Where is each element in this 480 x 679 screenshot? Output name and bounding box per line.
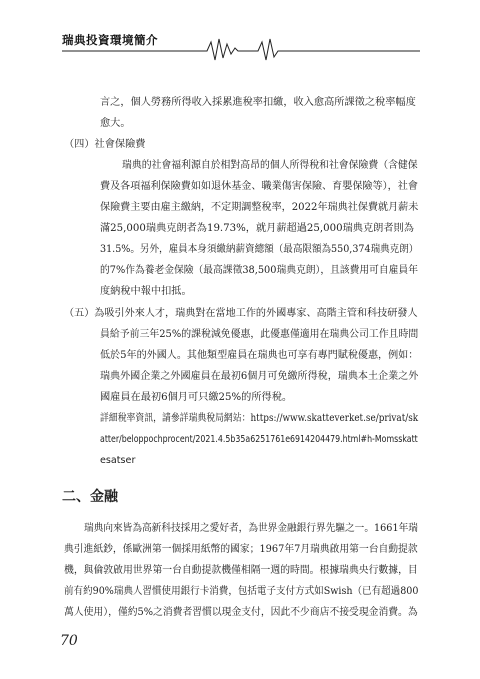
text-line: 瑞典外國企業之外國雇員在最初6個月可免繳所得稅，瑞典本土企業之外: [100, 371, 419, 382]
text-line: 的7%作為養老金保險（最高課徵38,500瑞典克朗），且該費用可自雇員年: [100, 265, 418, 276]
text-line: 言之，個人勞務所得收入採累進稅率扣繳，收入愈高所課徵之稅率幅度: [100, 97, 416, 108]
text-line: 費及各項福利保險費如如退休基金、職業傷害保險、育嬰保險等），社會: [100, 181, 418, 192]
subsection-heading: （四）社會保險費: [64, 139, 146, 150]
text-line: 機，與倫敦啟用世界第一台自動提款機僅相隔一週的時間。根據瑞典央行數據，目: [64, 565, 418, 576]
text-line: 國雇員在最初6個月可只繳25%的所得稅。: [100, 392, 293, 403]
text-line: 詳細稅率資訊，請參詳瑞典稅局網站：https://www.skatteverket.se/privat/sk: [100, 413, 419, 424]
text-line: 前有約90%瑞典人習慣使用銀行卡消費，包括電子支付方式如Swish（已有超過800: [64, 586, 419, 597]
text-line: 31.5%。另外，雇員本身須繳納薪資總額（最高限額為550,374瑞典克朗）: [100, 244, 419, 255]
text-line: 愈大。: [100, 118, 131, 129]
text-line: 瑞典的社會福利源自於相對高昂的個人所得稅和社會保險費（含健保: [122, 160, 418, 171]
page-number: 70: [60, 633, 78, 649]
text-line: 保險費主要由雇主繳納，不定期調整稅率，2022年瑞典社保費就月薪未: [100, 202, 419, 213]
text-line: 員給予前三年25%的課稅減免優惠，此優惠僅適用在瑞典公司工作且時間: [100, 329, 419, 340]
header-title: 瑞典投資環境簡介: [62, 33, 158, 47]
section-title: 二、金融: [62, 489, 118, 505]
url-line: esatser: [100, 455, 136, 466]
text-line: （五）為吸引外來人才，瑞典對在當地工作的外國專家、高階主管和科技研發人: [64, 308, 418, 319]
text-line: 萬人使用），僅約5%之消費者習慣以現金支付，因此不少商店不接受現金消費。為: [64, 607, 418, 618]
url-line: atter/beloppochprocent/2021.4.5b35a6251761e6914204479.html#h-Momsskatt: [100, 434, 418, 445]
text-line: 瑞典向來皆為高新科技採用之愛好者，為世界金融銀行界先驅之一。1661年瑞: [84, 523, 418, 534]
text-line: 低於5年的外國人。其他類型雇員在瑞典也可享有專門賦稅優惠，例如：: [100, 350, 419, 361]
running-header: [0, 30, 480, 70]
text-line: 滿25,000瑞典克朗者為19.73%，就月薪超過25,000瑞典克朗者則為: [100, 223, 414, 234]
text-line: 典引進紙鈔，係歐洲第一個採用紙幣的國家；1967年7月瑞典啟用第一台自動提款: [64, 544, 418, 555]
text-line: 度納稅中報中扣抵。: [100, 286, 192, 297]
